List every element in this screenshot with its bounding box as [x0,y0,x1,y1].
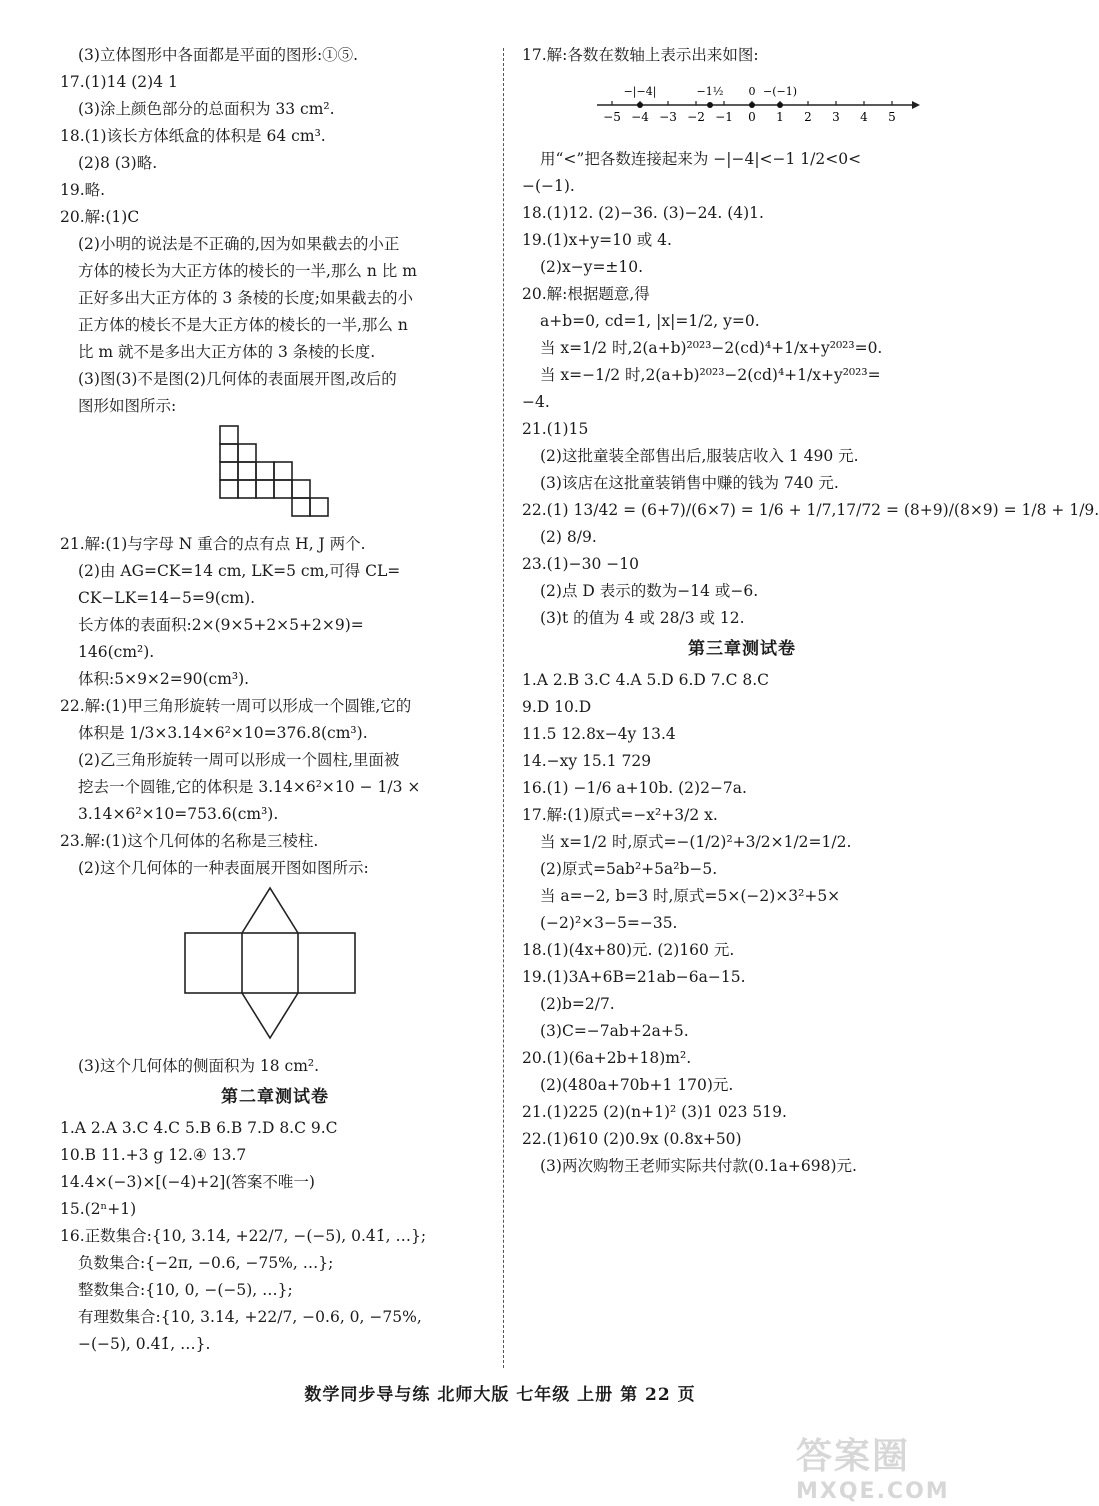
number-line-tick-label: −5 [603,110,621,124]
answer-line: 17.(1)14 (2)4 1 [60,73,178,91]
number-line-tick-label: 5 [888,110,896,124]
number-line-tick-label: −2 [687,110,705,124]
answer-line: 3.14×6²×10=753.6(cm³). [78,805,279,823]
answer-line: 当 x=1/2 时,2(a+b)²⁰²³−2(cd)⁴+1/x+y²⁰²³=0. [540,339,883,357]
answer-line: (3)t 的值为 4 或 28/3 或 12. [540,609,745,627]
answers-block-ch2c [522,146,1099,632]
answer-line: (2)原式=5ab²+5a²b−5. [540,860,718,878]
answer-line: 19.(1)3A+6B=21ab−6a−15. [522,968,746,986]
answer-line: 23.解:(1)这个几何体的名称是三棱柱. [60,832,319,850]
number-line-point-label: 0 [748,85,756,98]
answer-line: (3)两次购物王老师实际共付款(0.1a+698)元. [540,1157,857,1175]
answer-line: 有理数集合:{10, 3.14, +22/7, −0.6, 0, −75%, [78,1308,422,1326]
answer-line: (−2)²×3−5=−35. [540,914,678,932]
answer-line: (3)立体图形中各面都是平面的图形:①⑤. [78,46,359,64]
answer-line: 体积:5×9×2=90(cm³). [78,670,250,688]
answer-line: CK−LK=14−5=9(cm). [78,589,256,607]
number-line-figure [522,75,962,140]
answer-line: 正方体的棱长不是大正方体的棱长的一半,那么 n [78,316,408,334]
answers-block-ch1c [60,1053,490,1080]
answers-block-ch3 [522,667,962,1180]
answer-line: (2)由 AG=CK=14 cm, LK=5 cm,可得 CL= [78,562,401,580]
answers-block-ch1b [60,531,490,882]
number-line-tick-label: 1 [776,110,784,124]
staircase-net-figure [60,426,490,525]
answer-line: 体积是 1/3×3.14×6²×10=376.8(cm³). [78,724,368,742]
number-line-point [637,102,643,108]
number-line-point [777,102,783,108]
answer-line: 14.−xy 15.1 729 [522,752,652,770]
answer-line: 图形如图所示: [78,397,177,415]
answer-line: 18.(1)(4x+80)元. (2)160 元. [522,941,735,959]
answer-line: 21.解:(1)与字母 N 重合的点有点 H, J 两个. [60,535,366,553]
number-line-tick-label: −4 [631,110,649,124]
answer-line: −(−5), 0.4̇1̇, …}. [78,1335,211,1353]
number-line-arrow [912,101,920,109]
number-line-tick-label: 4 [860,110,868,124]
answer-line: (2)x−y=±10. [540,258,644,276]
answer-line: (2)乙三角形旋转一周可以形成一个圆柱,里面被 [78,751,400,769]
answer-line: 22.解:(1)甲三角形旋转一周可以形成一个圆锥,它的 [60,697,412,715]
answer-line: 18.(1)12. (2)−36. (3)−24. (4)1. [522,204,764,222]
answer-line: 10.B 11.+3 g 12.④ 13.7 [60,1146,247,1164]
column-divider [503,48,504,1368]
chapter3-title: 第三章测试卷 [688,639,796,659]
answer-line: (2)这个几何体的一种表面展开图如图所示: [78,859,369,877]
number-line-point-label: −1½ [696,85,724,98]
answer-line: 9.D 10.D [522,698,592,716]
answer-line: 17.解:(1)原式=−x²+3/2 x. [522,806,718,824]
answer-line: 16.正数集合:{10, 3.14, +22/7, −(−5), 0.4̇1̇, …}; [60,1227,427,1245]
answer-line: (3)图(3)不是图(2)几何体的表面展开图,改后的 [78,370,397,388]
answer-line: (2)这批童装全部售出后,服装店收入 1 490 元. [540,447,859,465]
number-line-tick-label: 3 [832,110,840,124]
answer-line: (3)涂上颜色部分的总面积为 33 cm². [78,100,335,118]
answer-line: 15.(2ⁿ+1) [60,1200,137,1218]
number-line-point [749,102,755,108]
number-line-tick-label: 2 [804,110,812,124]
answer-line: 20.(1)(6a+2b+18)m². [522,1049,692,1067]
answer-line: 1.A 2.B 3.C 4.A 5.D 6.D 7.C 8.C [522,671,770,689]
chapter2-title: 第二章测试卷 [221,1087,329,1107]
answer-line: 20.解:(1)C [60,208,140,226]
answers-block-ch1a [60,42,490,420]
answer-line: 20.解:根据题意,得 [522,285,650,303]
answer-line: 23.(1)−30 −10 [522,555,639,573]
answers-block-ch2 [60,1115,490,1358]
watermark-logo [796,1428,986,1504]
answer-line: 负数集合:{−2π, −0.6, −75%, …}; [78,1254,334,1272]
answer-line: 21.(1)225 (2)(n+1)² (3)1 023 519. [522,1103,787,1121]
answer-line: 挖去一个圆锥,它的体积是 3.14×6²×10 − 1/3 × [78,778,421,796]
answer-line: 正好多出大正方体的 3 条棱的长度;如果截去的小 [78,289,413,307]
answer-line: 比 m 就不是多出大正方体的 3 条棱的长度. [78,343,376,361]
watermark-logo-text: 答案圈 [796,1436,911,1477]
answer-line: 11.5 12.8x−4y 13.4 [522,725,676,743]
watermark-url: MXQE.COM [796,1479,950,1504]
answer-line: 用“<”把各数连接起来为 −|−4|<−1 1/2<0< [540,150,862,168]
left-column [60,42,490,1358]
answer-line: 当 a=−2, b=3 时,原式=5×(−2)×3²+5× [540,887,841,905]
answer-line: 当 x=1/2 时,原式=−(1/2)²+3/2×1/2=1/2. [540,833,852,851]
answer-line: (3)该店在这批童装销售中赚的钱为 740 元. [540,474,839,492]
right-column [522,42,1099,1180]
answer-line: 146(cm²). [78,643,155,661]
answer-line: −4. [522,393,550,411]
answer-line: 22.(1) 13/42 = (6+7)/(6×7) = 1/6 + 1/7,17/72 = (8+9)/(8×9) = 1/8 + 1/9. [522,501,1099,519]
number-line-tick-label: −1 [715,110,733,124]
answer-line: −(−1). [522,177,575,195]
number-line-point [707,102,713,108]
answer-line: 14.4×(−3)×[(−4)+2](答案不唯一) [60,1173,315,1191]
answer-line: 方体的棱长为大正方体的棱长的一半,那么 n 比 m [78,262,417,280]
answer-line: 17.解:各数在数轴上表示出来如图: [522,46,759,64]
answers-block-ch2b [522,42,962,69]
prism-net-figure [60,888,490,1047]
answer-line: 当 x=−1/2 时,2(a+b)²⁰²³−2(cd)⁴+1/x+y²⁰²³= [540,366,881,384]
answer-line: 整数集合:{10, 0, −(−5), …}; [78,1281,293,1299]
answer-line: 19.略. [60,181,106,199]
answer-line: 22.(1)610 (2)0.9x (0.8x+50) [522,1130,742,1148]
answer-line: (2)(480a+70b+1 170)元. [540,1076,734,1094]
number-line-point-label: −(−1) [762,85,798,98]
answer-line: (2) 8/9. [540,528,597,546]
answer-line: 21.(1)15 [522,420,589,438]
page-footer: 数学同步导与练 北师大版 七年级 上册 第 22 页 [304,1385,696,1405]
answer-line: 长方体的表面积:2×(9×5+2×5+2×9)= [78,616,364,634]
number-line-tick-label: 0 [748,110,756,124]
answer-line: 16.(1) −1/6 a+10b. (2)2−7a. [522,779,747,797]
number-line-tick-label: −3 [659,110,677,124]
answer-line: a+b=0, cd=1, |x|=1/2, y=0. [540,312,760,330]
answer-line: 18.(1)该长方体纸盒的体积是 64 cm³. [60,127,326,145]
answer-line: 19.(1)x+y=10 或 4. [522,231,672,249]
answer-line: (2)小明的说法是不正确的,因为如果截去的小正 [78,235,400,253]
answer-line: 1.A 2.A 3.C 4.C 5.B 6.B 7.D 8.C 9.C [60,1119,338,1137]
answer-line: (2)点 D 表示的数为−14 或−6. [540,582,759,600]
answer-line: (2)b=2/7. [540,995,615,1013]
answer-line: (3)C=−7ab+2a+5. [540,1022,689,1040]
answer-line: (3)这个几何体的侧面积为 18 cm². [78,1057,320,1075]
answer-line: (2)8 (3)略. [78,154,158,172]
number-line-point-label: −|−4| [623,85,657,98]
